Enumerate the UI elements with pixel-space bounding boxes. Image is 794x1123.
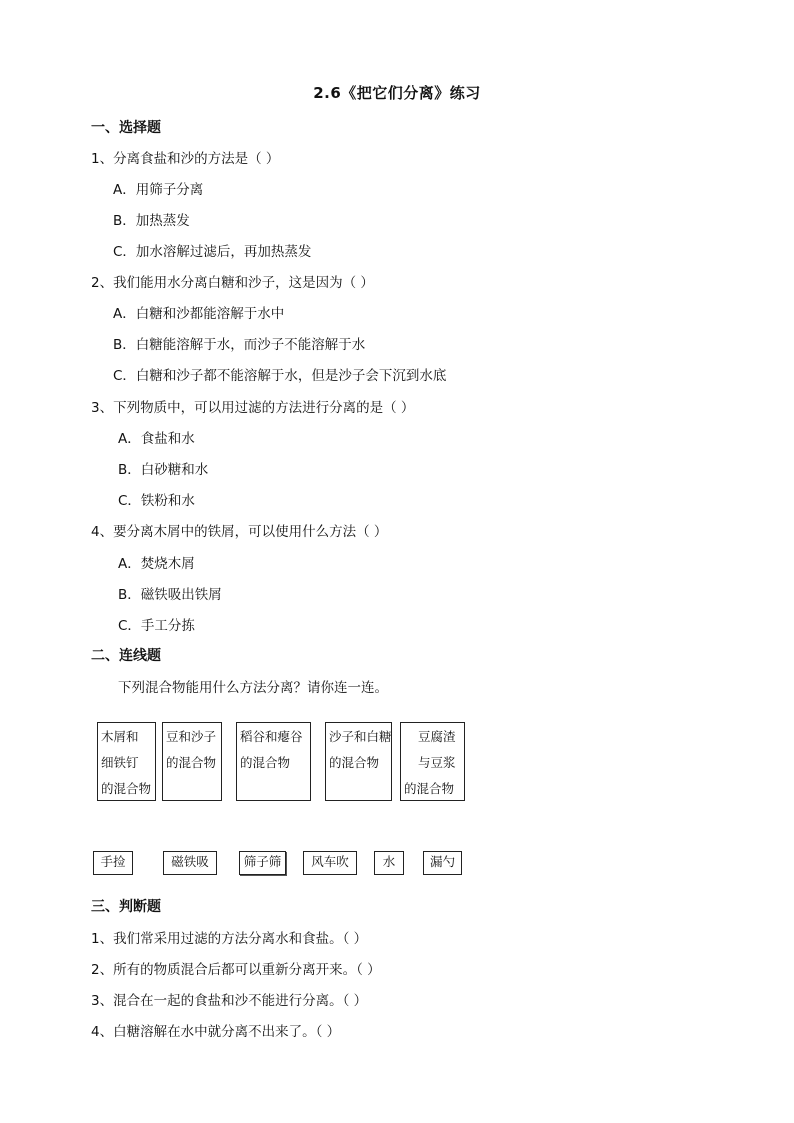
match-instructions: 下列混合物能用什么方法分离？请你连一连。: [118, 680, 388, 696]
mixture-box-text: 木屑和: [101, 729, 139, 744]
choice-1-option-a: A．用筛子分离: [113, 182, 204, 198]
mixture-box-text: 的混合物: [101, 781, 152, 796]
choice-1-option-c: C．加水溶解过滤后，再加热蒸发: [113, 244, 312, 260]
choice-question-3: 3、下列物质中，可以用过滤的方法进行分离的是（ ）: [91, 400, 415, 416]
mixture-box-text: 细铁钉: [101, 755, 139, 770]
choice-1-option-b: B．加热蒸发: [113, 213, 190, 229]
choice-4-option-a: A．焚烧木屑: [118, 556, 195, 572]
page-title: 2.6《把它们分离》练习: [313, 84, 481, 102]
section-heading-choice: 一、选择题: [91, 120, 161, 136]
choice-question-4: 4、要分离木屑中的铁屑，可以使用什么方法（ ）: [91, 524, 388, 540]
mixture-box-text: 稻谷和瘪谷: [240, 729, 303, 744]
mixture-box-text: 与豆浆: [418, 755, 456, 770]
mixture-box-1: [97, 722, 156, 801]
mixture-box-text: 的混合物: [166, 755, 217, 770]
method-box-2: 磁铁吸: [163, 851, 217, 875]
mixture-box-text: 沙子和白糖: [329, 729, 392, 744]
section-heading-judge: 三、判断题: [91, 899, 161, 915]
method-box-3: 筛子筛: [239, 851, 286, 875]
choice-2-option-a: A．白糖和沙都能溶解于水中: [113, 306, 285, 322]
method-box-4: 风车吹: [303, 851, 357, 875]
choice-3-option-b: B．白砂糖和水: [118, 462, 209, 478]
method-box-6: 漏勺: [423, 851, 462, 875]
judge-question-4: 4、白糖溶解在水中就分离不出来了。（ ）: [91, 1024, 341, 1040]
choice-2-option-b: B．白糖能溶解于水，而沙子不能溶解于水: [113, 337, 366, 353]
judge-question-2: 2、所有的物质混合后都可以重新分离开来。（ ）: [91, 962, 381, 978]
choice-question-2: 2、我们能用水分离白糖和沙子，这是因为（ ）: [91, 275, 374, 291]
mixture-box-text: 的混合物: [404, 781, 455, 796]
choice-3-option-a: A．食盐和水: [118, 431, 195, 447]
judge-question-3: 3、混合在一起的食盐和沙不能进行分离。（ ）: [91, 993, 368, 1009]
choice-2-option-c: C．白糖和沙子都不能溶解于水，但是沙子会下沉到水底: [113, 368, 447, 384]
mixture-box-2: [162, 722, 222, 801]
mixture-box-text: 的混合物: [240, 755, 291, 770]
mixture-box-3: [236, 722, 311, 801]
choice-4-option-b: B．磁铁吸出铁屑: [118, 587, 222, 603]
section-heading-match: 二、连线题: [91, 648, 161, 664]
mixture-box-text: 的混合物: [329, 755, 380, 770]
method-box-5: 水: [374, 851, 404, 875]
mixture-box-text: 豆和沙子: [166, 729, 217, 744]
judge-question-1: 1、我们常采用过滤的方法分离水和食盐。（ ）: [91, 931, 368, 947]
choice-4-option-c: C．手工分拣: [118, 618, 195, 634]
mixture-box-5: [400, 722, 465, 801]
mixture-box-4: [325, 722, 392, 801]
method-box-1: 手捡: [93, 851, 133, 875]
choice-question-1: 1、分离食盐和沙的方法是（ ）: [91, 151, 280, 167]
choice-3-option-c: C．铁粉和水: [118, 493, 195, 509]
mixture-box-text: 豆腐渣: [418, 729, 456, 744]
